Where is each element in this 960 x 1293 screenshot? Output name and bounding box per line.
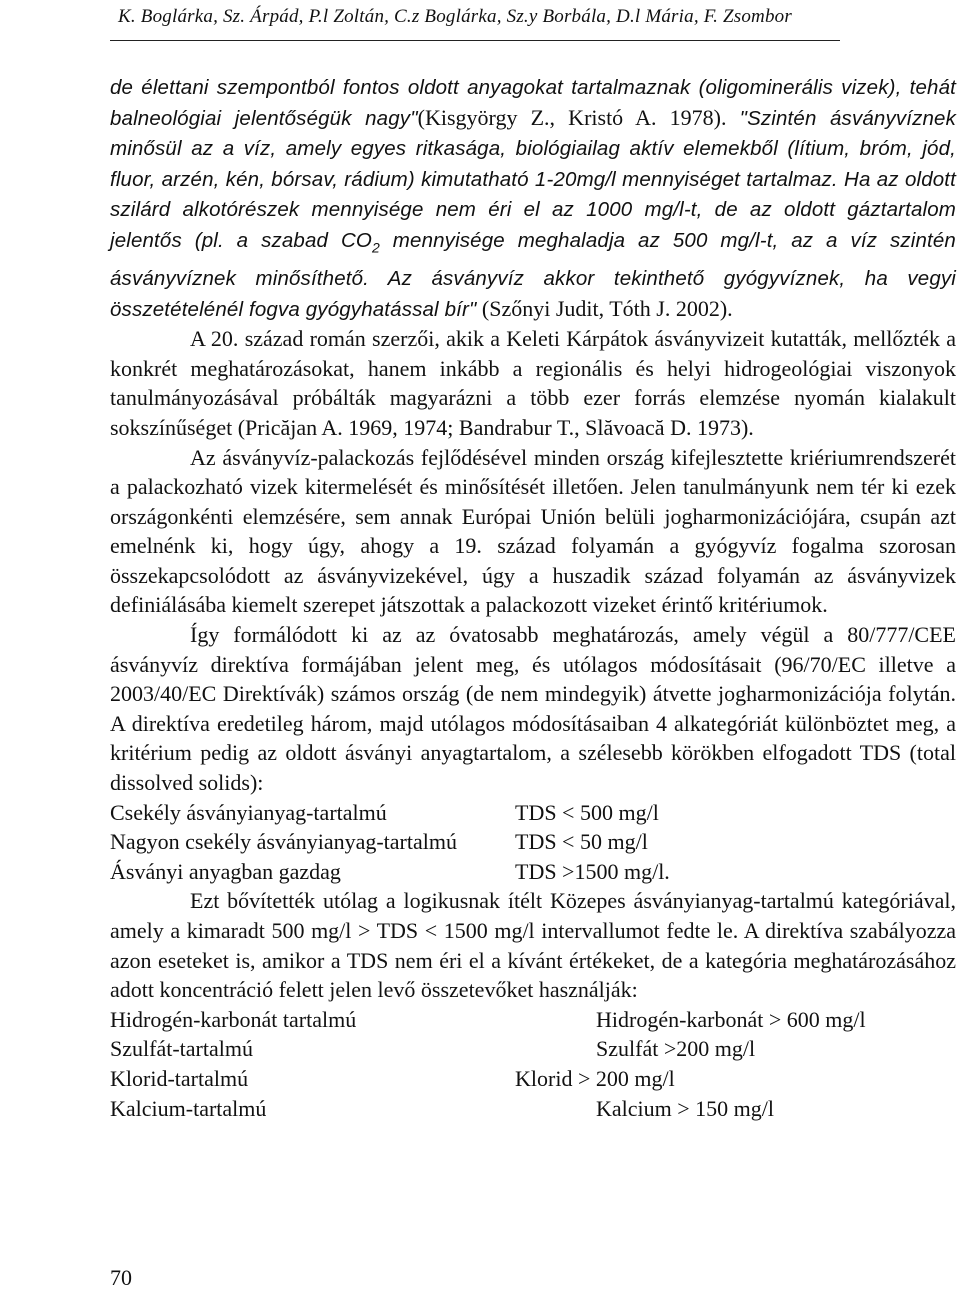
component-table <box>110 1005 956 1123</box>
citation-kisgyorgy: (Kisgyörgy Z., Kristó A. 1978). <box>417 104 727 130</box>
component-criterion: Hidrogén-karbonát > 600 mg/l <box>596 1006 866 1032</box>
component-criterion: Kalcium > 150 mg/l <box>596 1095 774 1121</box>
tds-row <box>110 857 956 887</box>
running-head: K. Boglárka, Sz. Árpád, P.l Zoltán, C.z Boglárka, Sz.y Borbála, D.l Mária, F. Zsombor <box>118 6 792 27</box>
tds-row <box>110 827 956 857</box>
tds-criterion: TDS >1500 mg/l. <box>515 858 670 884</box>
tds-criterion: TDS < 500 mg/l <box>515 799 659 825</box>
component-category: Klorid-tartalmú <box>110 1065 249 1091</box>
paragraph-directive: Így formálódott ki az az óvatosabb meghatározás, amely végül a 80/777/CEE ásványvíz direktíva formájában jelent meg, és utólagos módosításait (96/70/EC illetve a 2003/40/EC Direktívák) számos ország (de nem mindegyik) átvette jogharmonizációja folytán. A direktíva eredetileg három, majd utólagos módosításaiban 4 alkategóriát különböztet meg, a kritérium pedig az oldott ásványi anyagtartalom, a szélesebb körökben elfogadott TDS (total dissolved solids): <box>110 622 956 796</box>
component-category: Hidrogén-karbonát tartalmú <box>110 1006 357 1032</box>
italic-quote-3: mennyisége meghaladja az 500 mg/l-t, az a víz szintén ásványvíznek minősíthető. Az ásványvíz akkor tekinthető gyógyvíznek, ha vegyi összetételénél fogva gyógyhatással bír" <box>110 228 956 321</box>
paragraph-definitions <box>110 72 956 324</box>
tds-row <box>110 798 956 828</box>
tds-category: Ásványi anyagban gazdag <box>110 858 341 884</box>
component-row <box>110 1034 956 1064</box>
page-number: 70 <box>110 1265 132 1290</box>
co2-subscript: 2 <box>372 239 380 256</box>
tds-category: Nagyon csekély ásványianyag-tartalmú <box>110 829 457 855</box>
tds-criterion: TDS < 50 mg/l <box>515 829 648 855</box>
italic-quote-2: "Szintén ásványvíznek minősül az a víz, amely egyes ritkasága, biológiailag aktív elemekből (lítium, bróm, jód, fluor, arzén, kén, bórsav, rádium) kimutatható 1-20mg/l mennyiséget tartalmaz. Ha az oldott szilárd alkotórészek mennyisége nem éri el az 1000 mg/l-t, de az oldott gáztartalom jelentős (pl. a szabad CO <box>110 106 957 252</box>
component-row <box>110 1064 956 1094</box>
component-row <box>110 1005 956 1035</box>
component-criterion: Szulfát >200 mg/l <box>596 1036 756 1062</box>
component-category: Szulfát-tartalmú <box>110 1036 253 1062</box>
component-criterion: Klorid > 200 mg/l <box>515 1065 675 1091</box>
component-row <box>110 1094 956 1124</box>
header-rule <box>110 40 840 41</box>
tds-table <box>110 798 956 887</box>
paragraph-bottling: Az ásványvíz-palackozás fejlődésével minden ország kifejlesztette kriériumrendszerét a palackozható vizek kitermelését és minősítését illetően. Jelen tanulmányunk nem tér ki ezek országonkénti elemzésére, sem annak Európai Unión belüli jogharmonizációjára, csupán azt emelnénk ki, hogy úgy, ahogy a 19. század folyamán a gyógyvíz fogalma szorosan összekapcsolódott az ásványvizekével, úgy a huszadik század folyamán az ásványvizek definiálásába kiemelt szerepet játszottak a palackozott vizeket érintő kritériumok. <box>110 444 956 618</box>
document-body <box>110 72 956 1123</box>
citation-szonyi: (Szőnyi Judit, Tóth J. 2002). <box>476 295 733 321</box>
component-category: Kalcium-tartalmú <box>110 1095 267 1121</box>
paragraph-extension: Ezt bővítették utólag a logikusnak ítélt Közepes ásványianyag-tartalmú kategóriával, amely a kimaradt 500 mg/l > TDS < 1500 mg/l intervallumot fedte le. A direktíva szabályozza azon eseteket is, amikor a TDS nem éri el a kívánt értékeket, de a kategória meghatározásához adott koncentráció felett jelen levő összetevőket használják: <box>110 888 956 1003</box>
paragraph-romanian-authors: A 20. század román szerzői, akik a Keleti Kárpátok ásványvizeit kutatták, mellőzték a konkrét meghatározásokat, hanem inkább a regionális és helyi hidrogeológiai viszonyok tanulmányozásával próbálták magyarázni a több ezer forrás elemzése nyomán kialakult sokszínűséget (Pricăjan A. 1969, 1974; Bandrabur T., Slăvoacă D. 1973). <box>110 326 956 440</box>
tds-category: Csekély ásványianyag-tartalmú <box>110 799 387 825</box>
italic-quote-1: de élettani szempontból fontos oldott anyagokat tartalmaznak (oligominerális vizek), tehát balneológiai jelentőségük nagy" <box>110 76 956 130</box>
